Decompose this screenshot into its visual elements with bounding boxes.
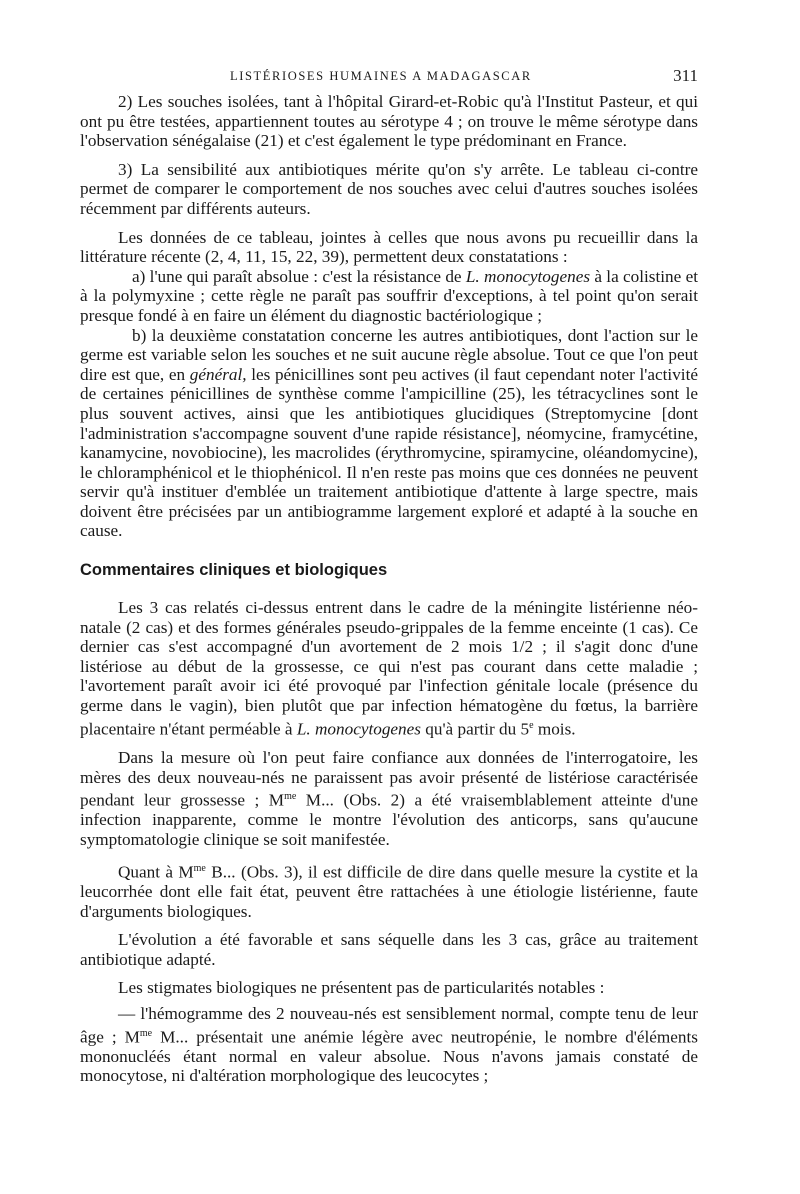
observation-a-text-2: à la colistine et à la polymyxine ; cette règle ne paraît pas souffrir d'exceptions, à tel point qu'on serait presque fondé à en faire un élément du diagnostic bactériologique ;	[80, 266, 698, 325]
paragraph-stigmates: Les stigmates biologiques ne présentent pas de particularités notables :	[118, 978, 605, 998]
observation-b-text-1: b) la deuxième constatation concerne les autres antibiotiques, dont l'action sur le germe est variable selon les souches et ne suit aucune règle absolue. Tout ce que l'on peut dire est que, en	[80, 325, 698, 384]
paragraph-evolution: L'évolution a été favorable et sans séquelle dans les 3 cas, grâce au traitement antibiotique adapté.	[80, 930, 698, 969]
paragraph-hemogram	[80, 1004, 698, 1086]
superscript: e	[529, 719, 534, 731]
paragraph-obs3	[80, 859, 698, 922]
page-number: 311	[673, 66, 698, 85]
obs3-text-1: Quant à M	[118, 862, 194, 882]
cases-text-3: mois.	[533, 719, 576, 739]
mothers-text-1: Dans la mesure où l'on peut faire confiance aux données de l'interrogatoire, les mères des deux nouveau-nés ne paraissent pas avoir présenté de listériose caractérisée pendant leur grossesse ; M	[80, 747, 698, 810]
hemogram-text-1: — l'hémogramme des 2 nouveau-nés est sensiblement normal, compte tenu de leur âge ; M	[80, 1003, 698, 1047]
mothers-text-2: M... (Obs. 2) a été vraisemblablement atteinte d'une infection inapparente, comme le montre l'évolution des anticorps, sans qu'aucune symptomatologie clinique se soit manifestée.	[80, 790, 698, 850]
paragraph-serotype: 2) Les souches isolées, tant à l'hôpital Girard-et-Robic qu'à l'Institut Pasteur, et qui ont pu être testées, appartiennent toutes au sérotype 4 ; on trouve le même sérotype dans l'observation sénégalaise (21) et c'est également le type prédominant en France.	[80, 92, 698, 151]
paragraph-antibiotics: 3) La sensibilité aux antibiotiques mérite qu'on s'y arrête. Le tableau ci-contre permet de comparer le comportement de nos souches avec celui d'autres souches isolées récemment par différents auteurs.	[80, 159, 698, 218]
observation-a	[80, 267, 698, 326]
page-header	[80, 66, 698, 92]
observation-a-text-1: a) l'une qui paraît absolue : c'est la résistance de	[132, 266, 466, 286]
observation-b	[80, 326, 698, 542]
section-heading: Commentaires cliniques et biologiques	[80, 561, 388, 580]
paragraph-mothers	[80, 748, 698, 850]
running-title: LISTÉRIOSES HUMAINES A MADAGASCAR	[230, 69, 532, 83]
hemogram-text-2: M... présentait une anémie légère avec neutropénie, le nombre d'éléments mononucléés étant normal en valeur absolue. Nous n'avons jamais constaté de monocytose, ni d'altération morphologique des leucocytes ;	[80, 1027, 698, 1086]
observation-b-text-2: les pénicillines sont peu actives (il faut cependant noter l'activité de certaines pénicillines de synthèse comme l'ampicilline (25), les tétracyclines sont le plus souvent actives, ainsi que les antibiotiques glucidiques (Streptomycine [dont l'administration s'accompagne souvent d'une rapide résistance], néomycine, framycétine, kanamycine, novobiocine), les macrolides (érythromycine, spiramycine, oléandomycine), le chloramphénicol et le thiophénicol. Il n'en reste pas moins que ces données ne peuvent servir qu'à instituer d'emblée un traitement antibiotique d'attente à large spectre, mais doivent être précisées par un antibiogramme largement exploré et adapté à la souche en cause.	[80, 364, 698, 541]
species-name: L. monocytogenes	[465, 266, 591, 286]
superscript: me	[139, 1027, 153, 1039]
page	[80, 66, 698, 1086]
superscript: me	[193, 862, 206, 874]
cases-text-2: qu'à partir du 5	[420, 719, 530, 739]
paragraph-cases	[80, 598, 698, 739]
species-name: L. monocytogenes	[296, 719, 421, 739]
superscript: me	[284, 791, 297, 803]
obs3-text-2: B... (Obs. 3), il est difficile de dire dans quelle mesure la cystite et la leucorrhée dont elle fait état, peuvent être rattachées à une étiologie listérienne, faute d'arguments biologiques.	[80, 862, 698, 921]
emphasis-general: général,	[189, 364, 247, 384]
paragraph-observations: Les données de ce tableau, jointes à celles que nous avons pu recueillir dans la littérature récente (2, 4, 11, 15, 22, 39), permettent deux constatations :	[80, 227, 698, 267]
cases-text-1: Les 3 cas relatés ci-dessus entrent dans le cadre de la méningite listérienne néo-natale (2 cas) et des formes générales pseudo-grippales de la femme enceinte (1 cas). Ce dernier cas s'est accompagné d'un avortement de 2 mois 1/2 ; il s'agit donc d'une listériose au début de la grossesse, ce qui n'est pas courant dans cette maladie ; l'avortement paraît avoir ici été provoqué par l'infection génitale locale (présence du germe dans le vagin), bien plutôt que par infection hématogène du fœtus, la barrière placentaire n'étant perméable à	[80, 598, 698, 739]
